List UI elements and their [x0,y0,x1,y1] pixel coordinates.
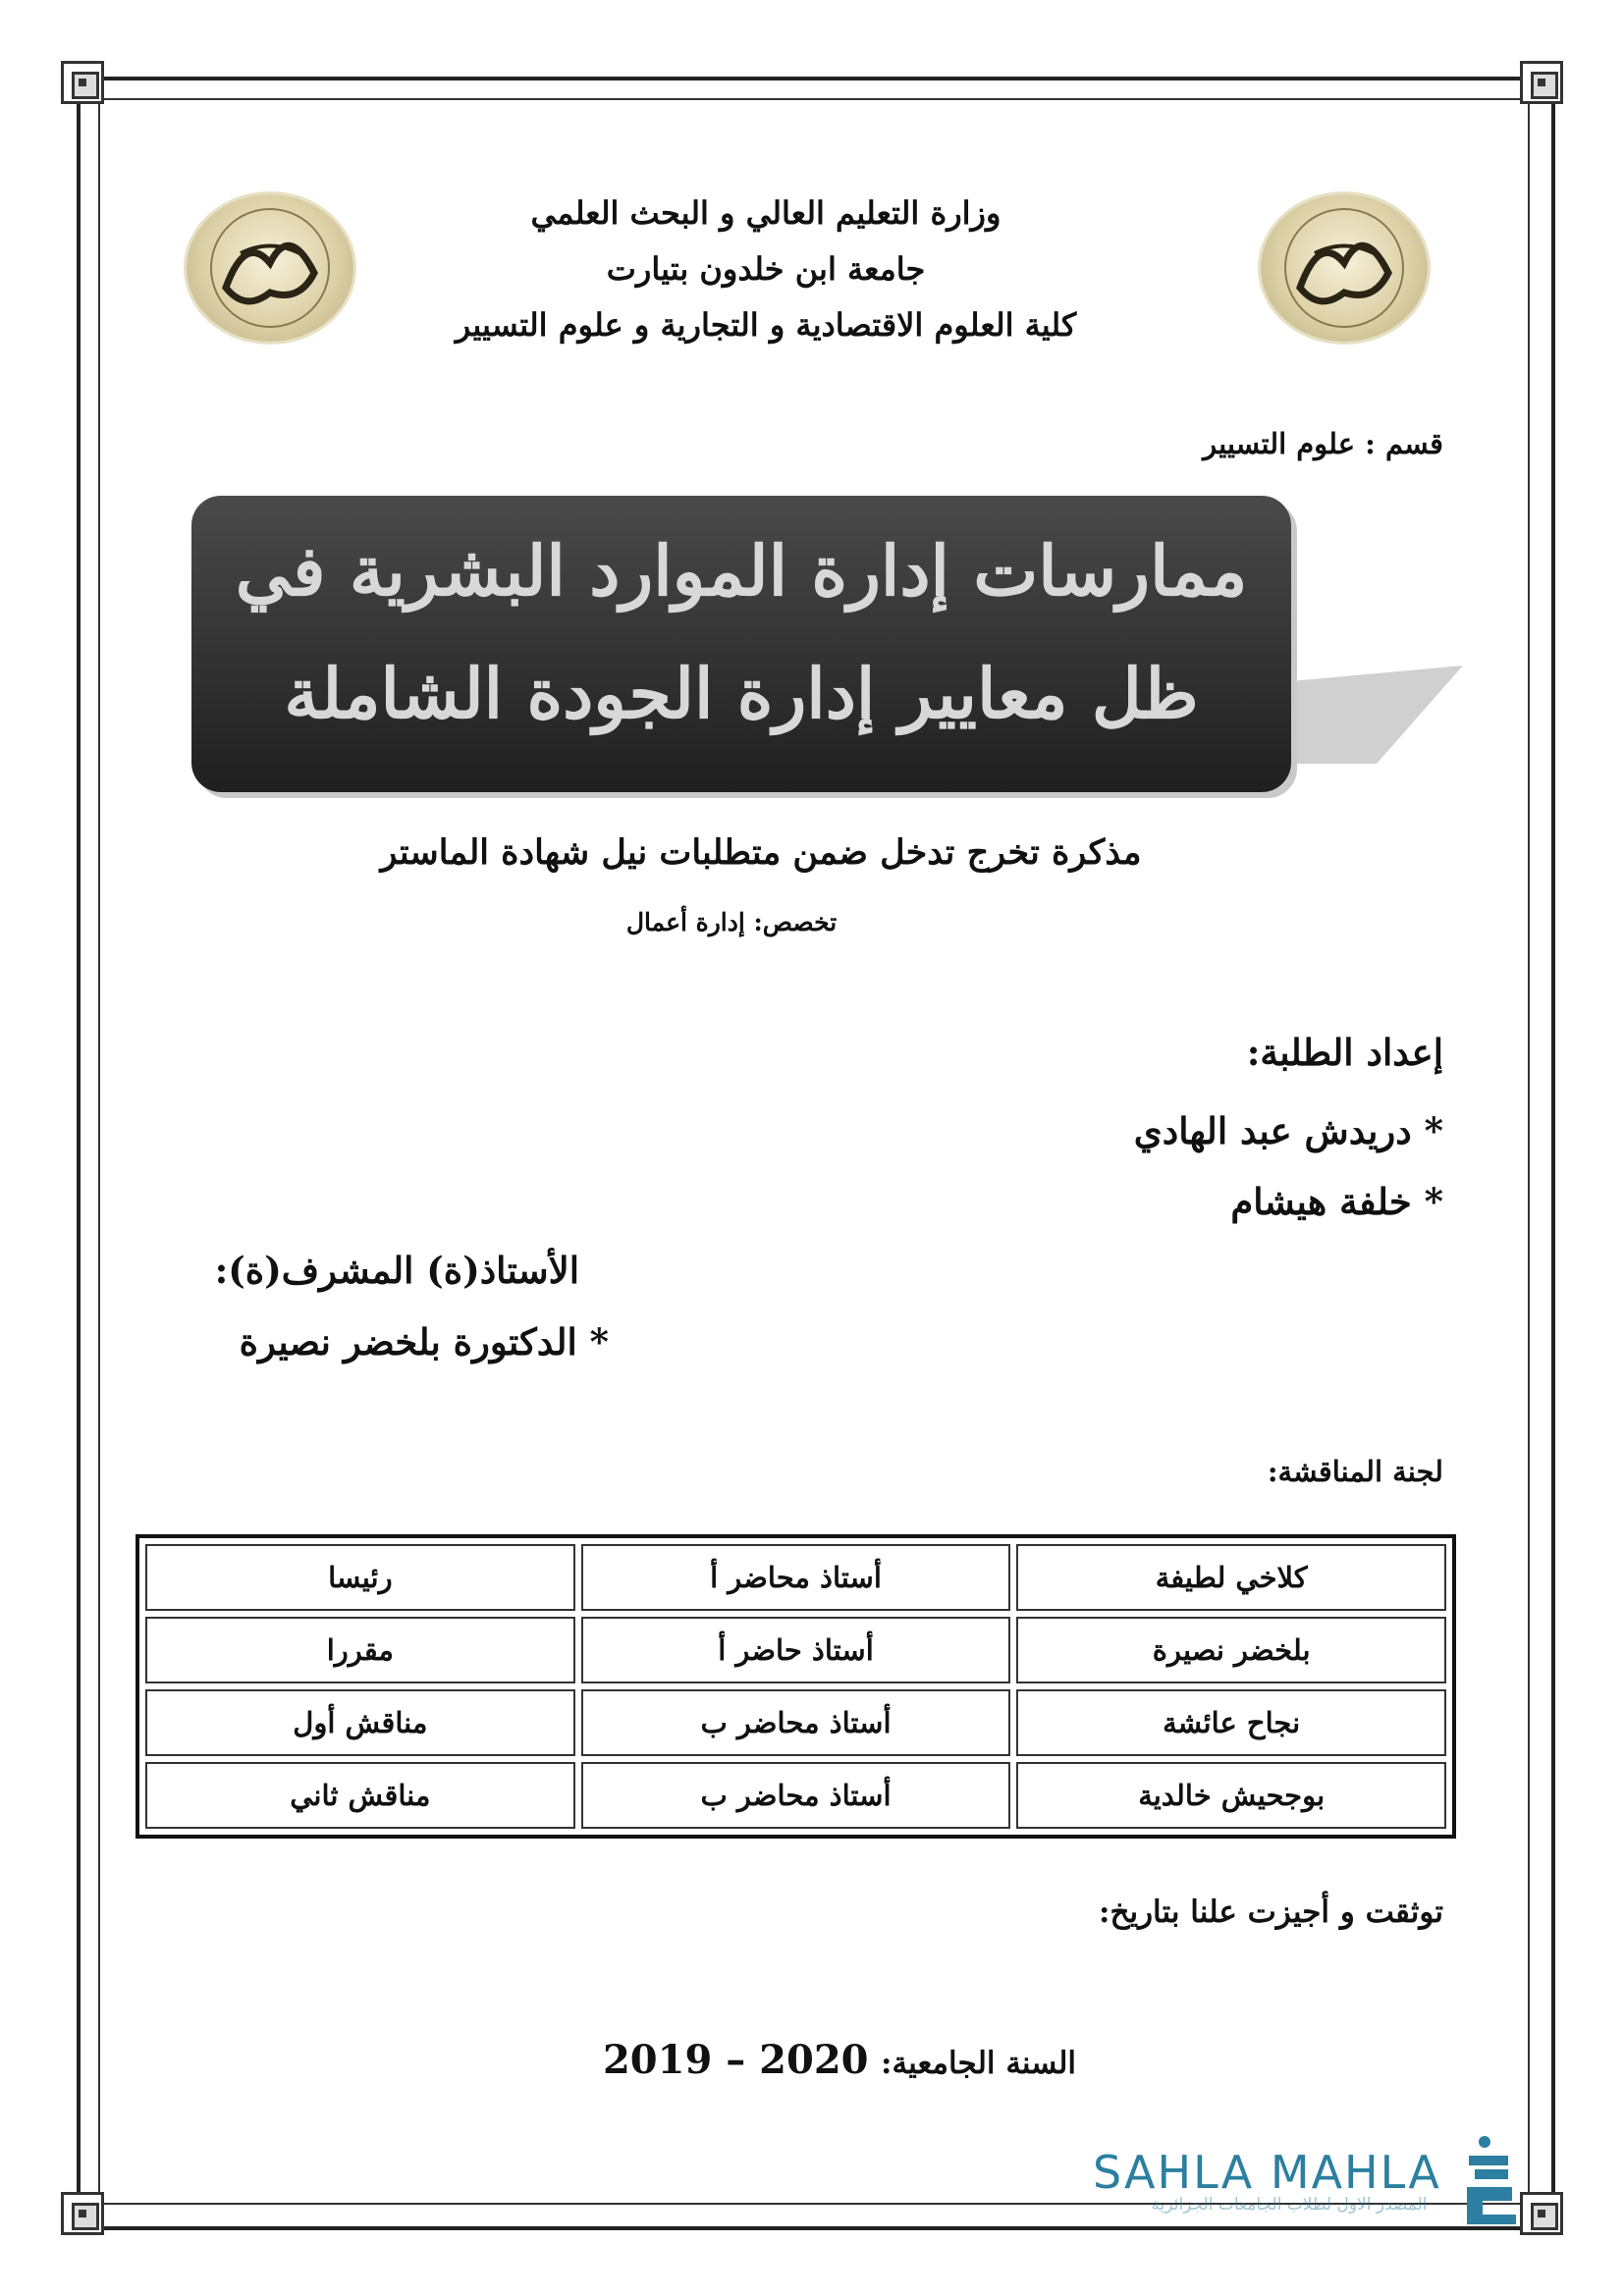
watermark-logo-icon [1463,2130,1520,2228]
member-name: كلاخي لطيفة [1016,1544,1446,1611]
corner-ornament [1520,61,1563,104]
academic-year [589,2037,1090,2083]
member-role: رئيسا [145,1544,575,1611]
university-seal-right [1261,194,1428,342]
corner-ornament [61,61,104,104]
member-rank: أستاذ محاضر ب [581,1689,1011,1756]
university-name: جامعة ابن خلدون بتيارت [606,250,926,288]
table-row [145,1544,1446,1611]
students-heading: إعداد الطلبة: [1246,1031,1443,1074]
member-name: بلخضر نصيرة [1016,1617,1446,1683]
university-seal-left [187,194,353,342]
faculty-name: كلية العلوم الاقتصادية و التجارية و علوم التسيير [455,306,1077,344]
academic-year-value: 2019 – 2020 [602,2037,869,2083]
watermark-brand: SAHLA MAHLA [1093,2146,1441,2199]
thesis-title-line2: ظل معايير إدارة الجودة الشاملة [284,653,1199,734]
table-row [145,1762,1446,1829]
student-name: * دريدش عبد الهادي [1133,1109,1443,1152]
supervisor-heading: الأستاذ(ة) المشرف(ة): [214,1249,579,1292]
corner-ornament [1520,2192,1563,2235]
student-name: * خلفة هيشام [1230,1180,1443,1223]
ministry-name: وزارة التعليم العالي و البحث العلمي [530,194,1001,232]
member-role: مناقش ثاني [145,1762,575,1829]
thesis-type: مذكرة تخرج تدخل ضمن متطلبات نيل شهادة الماستر [380,832,1142,873]
approval-text: توثقت و أجيزت علنا بتاريخ: [1099,1895,1443,1930]
member-rank: أستاذ محاضر ب [581,1762,1011,1829]
member-name: نجاح عائشة [1016,1689,1446,1756]
thesis-title-line1: ممارسات إدارة الموارد البشرية في [235,530,1248,612]
committee-heading: لجنة المناقشة: [1267,1455,1443,1488]
table-row [145,1689,1446,1756]
table-row [145,1617,1446,1683]
corner-ornament [61,2192,104,2235]
member-role: مقررا [145,1617,575,1683]
supervisor-name: * الدكتورة بلخضر نصيرة [239,1320,609,1363]
member-role: مناقش أول [145,1689,575,1756]
committee-table [135,1534,1456,1839]
department-label: قسم : علوم التسيير [1203,427,1443,460]
member-rank: أستاذ حاضر أ [581,1617,1011,1683]
academic-year-label: السنة الجامعية: [881,2046,1077,2081]
specialty: تخصص: إدارة أعمال [625,908,838,936]
watermark-tagline: المصدر الاول لطلاب الجامعات الجزائرية [1151,2195,1428,2215]
member-rank: أستاذ محاضر أ [581,1544,1011,1611]
member-name: بوجحيش خالدية [1016,1762,1446,1829]
